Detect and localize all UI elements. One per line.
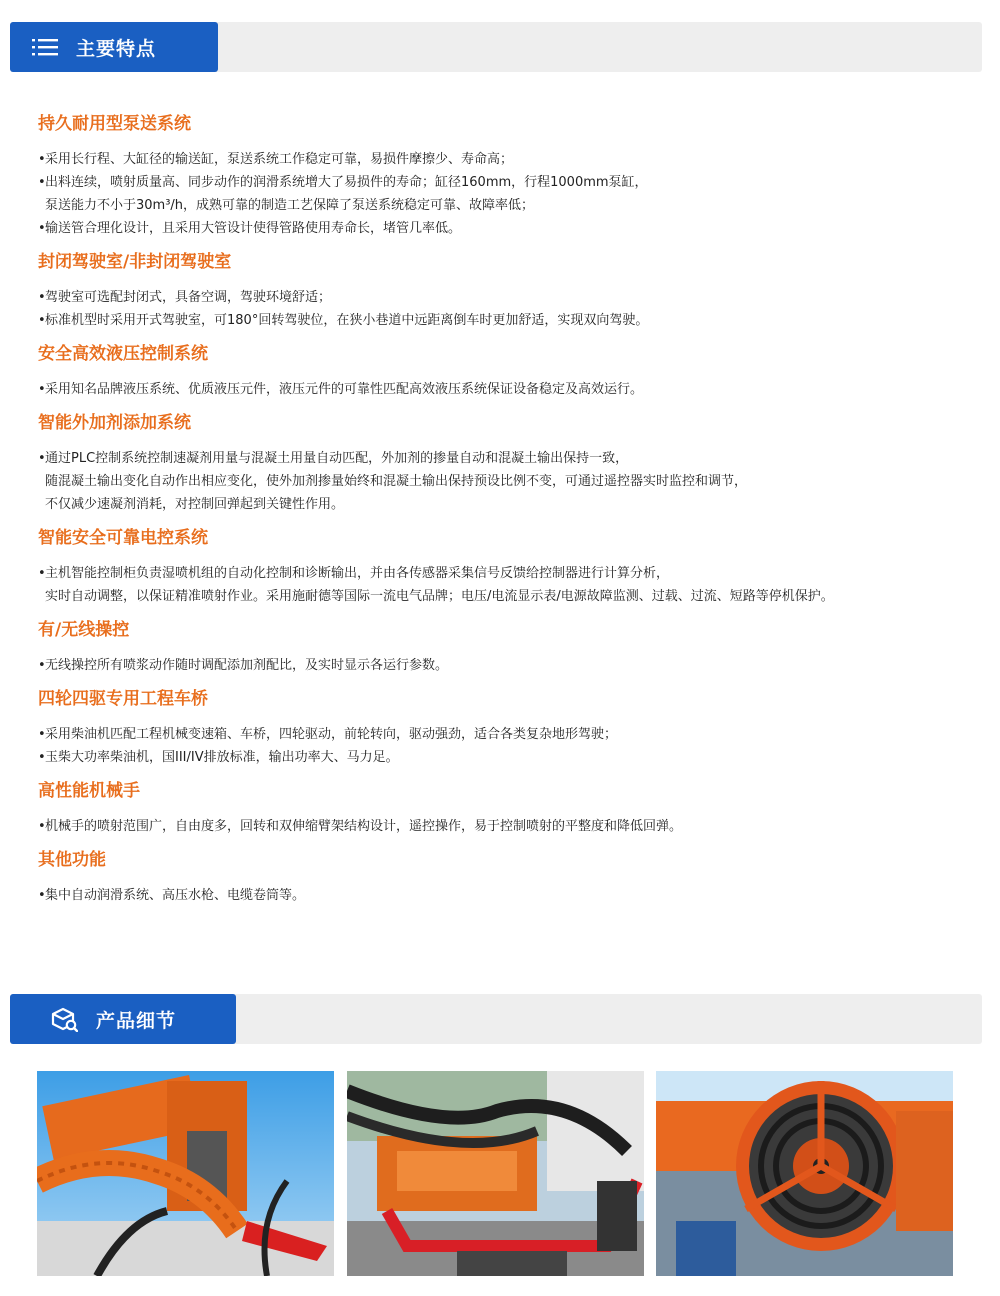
feature-title: 四轮四驱专用工程车桥 bbox=[38, 689, 208, 709]
feature-title: 智能安全可靠电控系统 bbox=[38, 528, 208, 548]
feature-block bbox=[38, 618, 978, 677]
section-tab bbox=[10, 994, 236, 1044]
section-tab bbox=[10, 22, 218, 72]
feature-bullets bbox=[38, 286, 978, 332]
feature-block bbox=[38, 250, 978, 332]
feature-block bbox=[38, 112, 978, 240]
feature-bullet: • 机械手的喷射范围广，自由度多，回转和双伸缩臂架结构设计，遥控操作，易于控制喷射的平整度和降低回弹。 bbox=[38, 815, 978, 838]
section-header-details bbox=[10, 994, 982, 1044]
photo-manipulator-arm bbox=[37, 1071, 334, 1276]
feature-bullets bbox=[38, 654, 978, 677]
list-icon bbox=[32, 36, 58, 58]
feature-block bbox=[38, 779, 978, 838]
feature-block bbox=[38, 342, 978, 401]
feature-title: 其他功能 bbox=[38, 850, 106, 870]
feature-title: 安全高效液压控制系统 bbox=[38, 344, 208, 364]
feature-title: 高性能机械手 bbox=[38, 781, 140, 801]
feature-bullet: • 出料连续，喷射质量高、同步动作的润滑系统增大了易损件的寿命；缸径160mm，行程1000mm泵缸， 泵送能力不小于30m³/h，成熟可靠的制造工艺保障了泵送系统稳定可靠、故障率低； bbox=[38, 171, 978, 217]
feature-bullets bbox=[38, 562, 978, 608]
feature-block bbox=[38, 687, 978, 769]
section-title: 产品细节 bbox=[96, 1009, 177, 1032]
feature-bullet: • 输送管合理化设计，且采用大管设计使得管路使用寿命长，堵管几率低。 bbox=[38, 217, 978, 240]
feature-bullet: • 采用知名品牌液压系统、优质液压元件，液压元件的可靠性匹配高效液压系统保证设备稳定及高效运行。 bbox=[38, 378, 978, 401]
feature-bullet: • 采用长行程、大缸径的输送缸，泵送系统工作稳定可靠，易损件摩擦少、寿命高； bbox=[38, 148, 978, 171]
search-box-icon bbox=[50, 1006, 78, 1032]
feature-bullets bbox=[38, 884, 978, 907]
feature-bullet: • 驾驶室可选配封闭式，具备空调，驾驶环境舒适； bbox=[38, 286, 978, 309]
feature-bullet: • 玉柴大功率柴油机，国III/IV排放标准，输出功率大、马力足。 bbox=[38, 746, 978, 769]
feature-bullet: • 通过PLC控制系统控制速凝剂用量与混凝土用量自动匹配，外加剂的掺量自动和混凝土输出保持一致， 随混凝土输出变化自动作出相应变化，使外加剂掺量始终和混凝土输出保持预设比例不变，可通过遥控器实时监控和调节， 不仅减少速凝剂消耗，对控制回弹起到关键性作用。 bbox=[38, 447, 978, 516]
photo-pump-hopper bbox=[347, 1071, 644, 1276]
feature-block bbox=[38, 411, 978, 516]
section-title: 主要特点 bbox=[76, 37, 157, 60]
feature-bullets bbox=[38, 723, 978, 769]
feature-bullets bbox=[38, 378, 978, 401]
photo-cable-reel bbox=[656, 1071, 953, 1276]
feature-bullet: • 主机智能控制柜负责湿喷机组的自动化控制和诊断输出，并由各传感器采集信号反馈给控制器进行计算分析， 实时自动调整，以保证精准喷射作业。采用施耐德等国际一流电气品牌；电压/电流显示表/电源故障监测、过载、过流、短路等停机保护。 bbox=[38, 562, 978, 608]
feature-bullets bbox=[38, 148, 978, 240]
feature-bullet: • 集中自动润滑系统、高压水枪、电缆卷筒等。 bbox=[38, 884, 978, 907]
feature-bullet: • 采用柴油机匹配工程机械变速箱、车桥，四轮驱动，前轮转向，驱动强劲，适合各类复杂地形驾驶； bbox=[38, 723, 978, 746]
feature-bullets bbox=[38, 815, 978, 838]
feature-title: 智能外加剂添加系统 bbox=[38, 413, 191, 433]
feature-bullet: • 无线操控所有喷浆动作随时调配添加剂配比，及实时显示各运行参数。 bbox=[38, 654, 978, 677]
feature-title: 有/无线操控 bbox=[38, 620, 130, 640]
feature-title: 封闭驾驶室/非封闭驾驶室 bbox=[38, 252, 232, 272]
section-header-features bbox=[10, 22, 982, 72]
features-list bbox=[38, 112, 978, 917]
feature-title: 持久耐用型泵送系统 bbox=[38, 114, 191, 134]
feature-block bbox=[38, 848, 978, 907]
feature-bullets bbox=[38, 447, 978, 516]
feature-bullet: • 标准机型时采用开式驾驶室，可180°回转驾驶位，在狭小巷道中远距离倒车时更加舒适，实现双向驾驶。 bbox=[38, 309, 978, 332]
feature-block bbox=[38, 526, 978, 608]
product-gallery bbox=[37, 1071, 955, 1276]
